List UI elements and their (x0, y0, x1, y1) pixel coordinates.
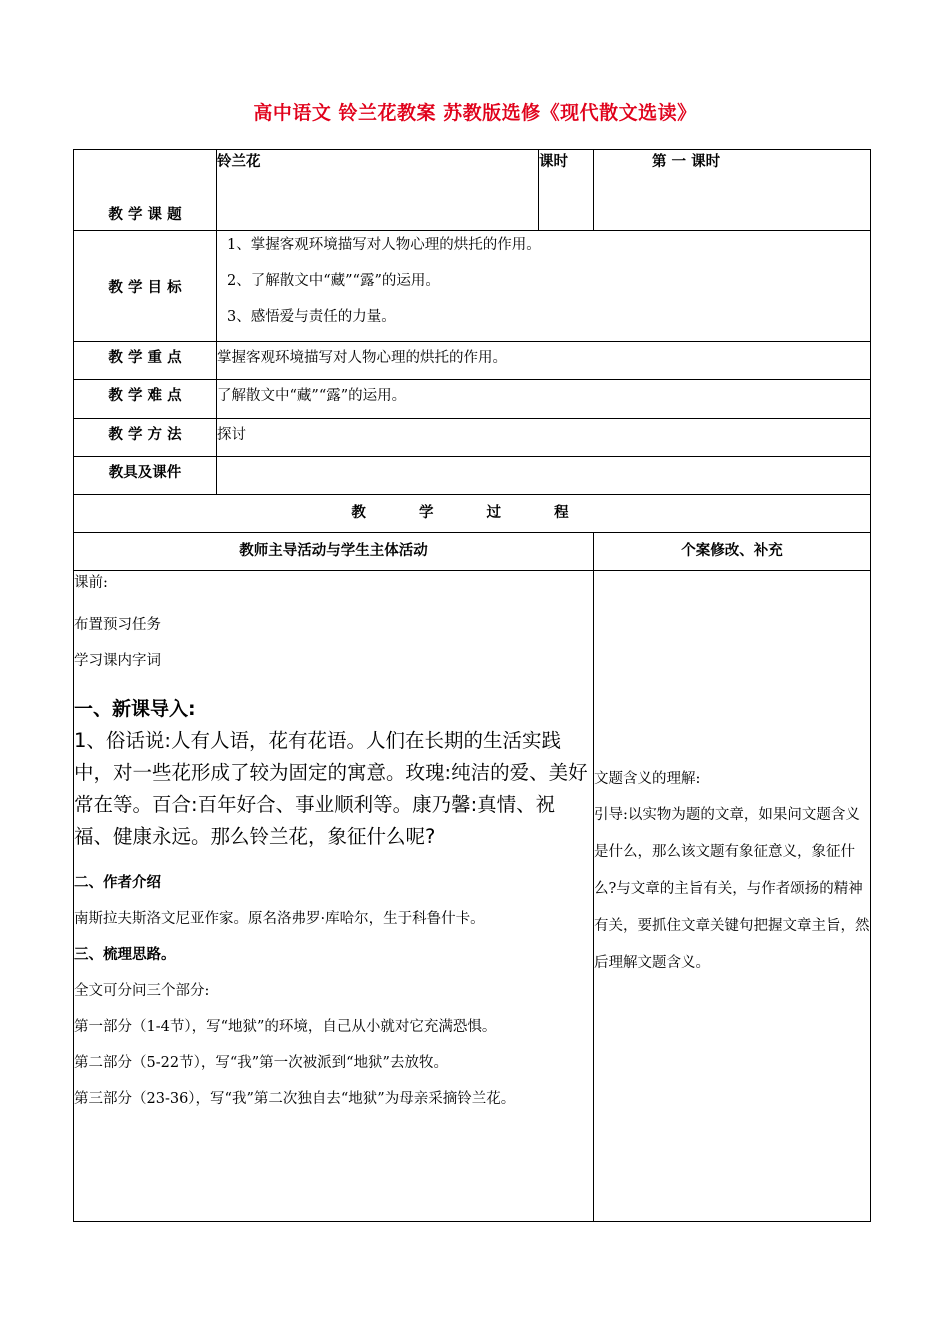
document-title: 高中语文 铃兰花教案 苏教版选修《现代散文选读》 (253, 102, 697, 124)
section-outline-heading: 三、梳理思路。 (74, 947, 176, 963)
topic-value-cell (217, 150, 539, 231)
goal-item: 1、掌握客观环境描写对人物心理的烘托的作用。 (227, 237, 541, 253)
main-activity-cell (74, 571, 594, 1222)
topic-label-cell (74, 150, 217, 231)
pre-class-label: 课前: (74, 575, 108, 591)
tools-label: 教具及课件 (108, 465, 182, 481)
goals-label-cell (74, 231, 217, 342)
topic-value: 铃兰花 (217, 154, 261, 170)
row-difficulty (74, 380, 871, 419)
row-process (74, 495, 871, 533)
main-column-label: 教师主导活动与学生主体活动 (74, 533, 594, 571)
goals-label: 教 学 目 标 (108, 279, 182, 296)
section-outline-intro: 全文可分问三个部分: (74, 983, 210, 999)
process-label: 教 学 过 程 (74, 495, 871, 533)
key-label: 教 学 重 点 (108, 350, 182, 366)
side-notes-text: 引导:以实物为题的文章，如果问文题含义是什么，那么该文题有象征意义，象征什么?与文章的主旨有关，与作者颂扬的精神有关，要抓住文章关键句把握文章主旨，然后理解文题含义。 (594, 807, 870, 971)
topic-label: 教 学 课 题 (108, 207, 182, 223)
period-value: 第 一 课时 (652, 154, 721, 170)
row-content (74, 571, 871, 1222)
goal-item: 2、了解散文中“藏”“露”的运用。 (227, 273, 440, 289)
method-label: 教 学 方 法 (108, 427, 182, 443)
method-label-cell (74, 419, 217, 457)
key-value-cell (217, 342, 871, 380)
outline-part: 第三部分（23-36），写“我”第二次独自去“地狱”为母亲采摘铃兰花。 (74, 1091, 516, 1107)
section-intro-text: 1、俗话说:人有人语，花有花语。人们在长期的生活实践中，对一些花形成了较为固定的寓意。玫瑰:纯洁的爱、美好常在等。百合:百年好合、事业顺利等。康乃馨:真情、祝福、健康永远。那么铃兰花，象征什么呢? (74, 729, 588, 848)
side-notes-cell (594, 571, 871, 1222)
section-author-heading: 二、作者介绍 (74, 875, 161, 891)
pre-class-item: 学习课内字词 (74, 653, 161, 669)
key-value: 掌握客观环境描写对人物心理的烘托的作用。 (217, 350, 507, 366)
row-columns (74, 533, 871, 571)
method-value: 探讨 (217, 427, 246, 443)
period-label-cell (539, 150, 594, 231)
tools-label-cell (74, 457, 217, 495)
tools-value-cell (217, 457, 871, 495)
row-key (74, 342, 871, 380)
section-author-text: 南斯拉夫斯洛文尼亚作家。原名洛弗罗·库哈尔，生于科鲁什卡。 (74, 911, 485, 927)
side-notes-heading: 文题含义的理解: (594, 771, 701, 787)
side-column-label: 个案修改、补充 (594, 533, 871, 571)
outline-part: 第二部分（5-22节），写“我”第一次被派到“地狱”去放牧。 (74, 1055, 448, 1071)
difficulty-value-cell (217, 380, 871, 419)
difficulty-label-cell (74, 380, 217, 419)
difficulty-value: 了解散文中“藏”“露”的运用。 (217, 388, 407, 404)
outline-part: 第一部分（1-4节），写“地狱”的环境，自己从小就对它充满恐惧。 (74, 1019, 497, 1035)
pre-class-item: 布置预习任务 (74, 617, 161, 633)
period-value-cell (594, 150, 871, 231)
goals-value-cell (217, 231, 871, 342)
row-method (74, 419, 871, 457)
period-label: 课时 (539, 154, 568, 170)
row-tools (74, 457, 871, 495)
method-value-cell (217, 419, 871, 457)
goal-item: 3、感悟爱与责任的力量。 (227, 309, 396, 325)
row-topic (74, 150, 871, 231)
difficulty-label: 教 学 难 点 (108, 388, 182, 404)
lesson-plan-table (73, 149, 871, 1222)
section-intro-heading: 一、新课导入: (74, 698, 196, 720)
row-goals (74, 231, 871, 342)
key-label-cell (74, 342, 217, 380)
